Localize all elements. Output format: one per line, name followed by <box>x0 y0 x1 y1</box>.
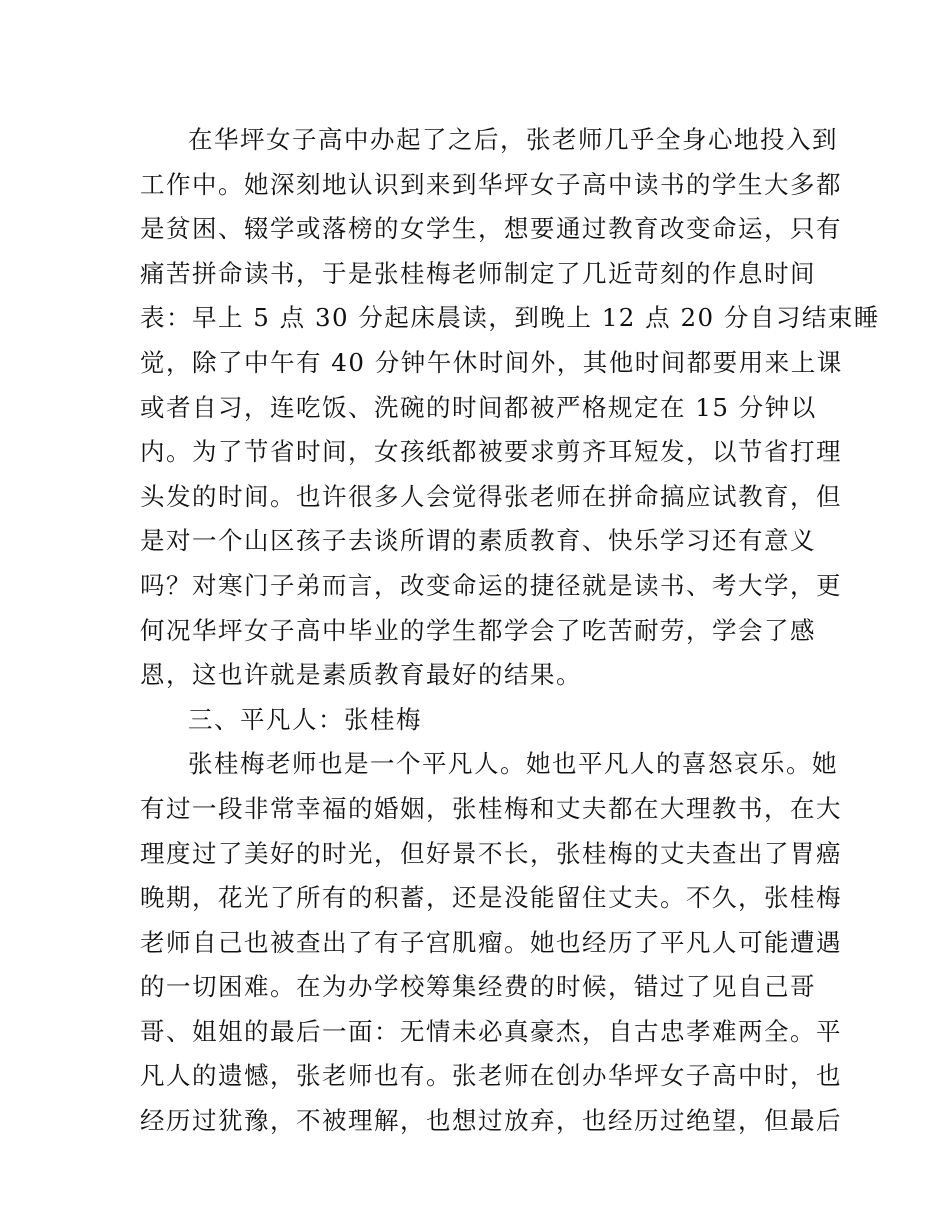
paragraph-line: 吗？对寒门子弟而言，改变命运的捷径就是读书、考大学，更 <box>140 570 842 600</box>
paragraph-line: 工作中。她深刻地认识到来到华坪女子高中读书的学生大多都 <box>140 169 842 199</box>
section-heading: 三、平凡人：张桂梅 <box>188 704 422 734</box>
paragraph-line: 或者自习，连吃饭、洗碗的时间都被严格规定在 15 分钟以 <box>140 392 817 422</box>
paragraph-line: 在华坪女子高中办起了之后，张老师几乎全身心地投入到 <box>188 125 838 154</box>
paragraph-line: 觉，除了中午有 40 分钟午休时间外，其他时间都要用来上课 <box>140 347 843 377</box>
paragraph-line: 有过一段非常幸福的婚姻，张桂梅和丈夫都在大理教书，在大 <box>140 793 842 823</box>
paragraph-line: 张桂梅老师也是一个平凡人。她也平凡人的喜怒哀乐。她 <box>188 749 838 779</box>
paragraph-line: 经历过犹豫，不被理解，也想过放弃，也经历过绝望，但最后 <box>140 1106 842 1136</box>
paragraph-line: 头发的时间。也许很多人会觉得张老师在拼命搞应试教育，但 <box>140 481 842 511</box>
paragraph-line: 痛苦拼命读书，于是张桂梅老师制定了几近苛刻的作息时间 <box>140 258 816 288</box>
paragraph-line: 的一切困难。在为办学校筹集经费的时候，错过了见自己哥 <box>140 972 816 1002</box>
paragraph-line: 哥、姐姐的最后一面：无情未必真豪杰，自古忠孝难两全。平 <box>140 1016 842 1046</box>
paragraph-line: 老师自己也被查出了有子宫肌瘤。她也经历了平凡人可能遭遇 <box>140 927 842 957</box>
paragraph-line: 何况华坪女子高中毕业的学生都学会了吃苦耐劳，学会了感 <box>140 615 816 645</box>
paragraph-line: 表：早上 5 点 30 分起床晨读，到晚上 12 点 20 分自习结束睡 <box>140 303 880 333</box>
paragraph-line: 晚期，花光了所有的积蓄，还是没能留住丈夫。不久，张桂梅 <box>140 883 842 913</box>
paragraph-line: 理度过了美好的时光，但好景不长，张桂梅的丈夫查出了胃癌 <box>140 838 842 868</box>
paragraph-line: 凡人的遗憾，张老师也有。张老师在创办华坪女子高中时，也 <box>140 1061 842 1091</box>
paragraph-line: 是对一个山区孩子去谈所谓的素质教育、快乐学习还有意义 <box>140 526 816 556</box>
paragraph-line: 是贫困、辍学或落榜的女学生，想要通过教育改变命运，只有 <box>140 214 842 244</box>
paragraph-line: 内。为了节省时间，女孩纸都被要求剪齐耳短发，以节省打理 <box>140 437 842 467</box>
body-text <box>140 118 880 1144</box>
paragraph-line: 恩，这也许就是素质教育最好的结果。 <box>140 660 582 690</box>
